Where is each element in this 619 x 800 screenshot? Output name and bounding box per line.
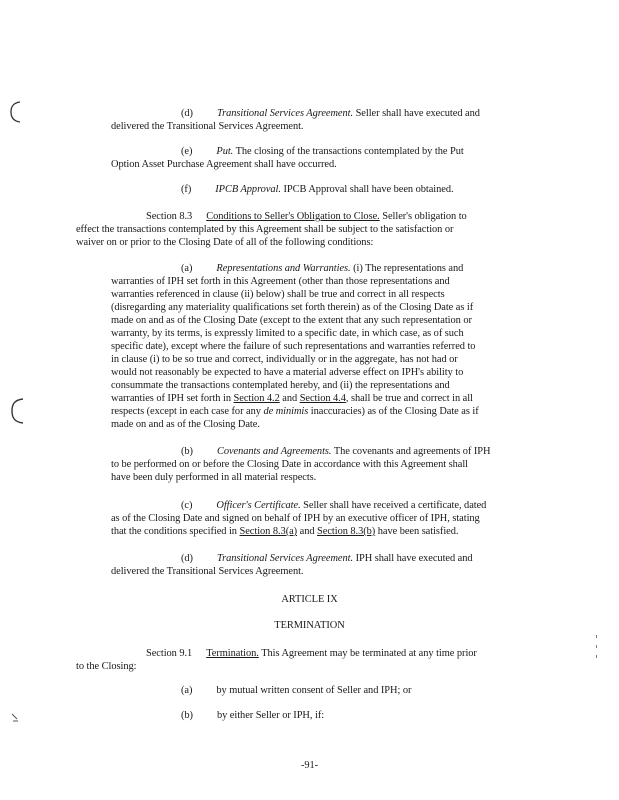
page-number: -91- [300, 760, 319, 771]
clause-title: Transitional Services Agreement. [216, 108, 354, 119]
clause-text-line: specific date), except where the failure of such representations and warranties referred to [111, 341, 476, 352]
clause-8-3-c [181, 500, 486, 512]
clause-9-1-a [181, 685, 411, 697]
clause-text-line: to be performed on or before the Closing Date in accordance with this Agreement shall [111, 459, 468, 470]
clause-text-line: delivered the Transitional Services Agreement. [111, 566, 304, 577]
clause-text: The closing of the transactions contemplated by the Put [233, 146, 464, 157]
clause-number: (d) [181, 108, 193, 119]
clause-number: (f) [181, 184, 192, 195]
scan-dot [596, 655, 597, 658]
clause-text-line [111, 406, 479, 418]
clause-text: Seller shall have executed and [353, 108, 480, 119]
clause-8-3-d [181, 553, 473, 565]
clause-text-line: would not reasonably be expected to have a material adverse effect on IPH's ability to [111, 367, 464, 378]
clause-text-line: as of the Closing Date and signed on behalf of IPH by an executive officer of IPH, stating [111, 513, 480, 524]
clause-8-2-d [181, 108, 480, 120]
section-4-4-reference[interactable]: Section 4.4 [299, 393, 346, 404]
clause-title: Put. [216, 146, 234, 157]
text-span: that the conditions specified in [111, 526, 240, 537]
clause-text-line: have been duly performed in all material respects. [111, 472, 317, 483]
binder-hole-mark-middle [8, 396, 26, 426]
section-8-3-heading [146, 211, 467, 223]
clause-number: (a) [181, 263, 193, 274]
section-title: Conditions to Seller's Obligation to Close. [206, 211, 380, 222]
clause-9-1-b [181, 710, 324, 722]
clause-text: The covenants and agreements of IPH [331, 446, 491, 457]
clause-8-2-f [181, 184, 454, 196]
text-span: warranties of IPH set forth in [111, 393, 234, 404]
clause-title: Transitional Services Agreement. [216, 553, 354, 564]
de-minimis-term: de minimis [263, 406, 309, 417]
text-span: and [279, 393, 300, 404]
text-span: inaccuracies) as of the Closing Date as if [308, 406, 479, 417]
clause-text-line: warranties of IPH set forth in this Agreement (other than those representations and [111, 276, 450, 287]
clause-text-line: warranty, by its terms, is expressly limited to a specific date, in which case, as of such [111, 328, 464, 339]
clause-text: (i) The representations and [350, 263, 464, 274]
section-4-2-reference[interactable]: Section 4.2 [233, 393, 280, 404]
clause-text-line: in clause (i) to be so true and correct, individually or in the aggregate, has not had or [111, 354, 458, 365]
clause-text-line: consummate the transactions contemplated hereby, and (ii) the representations and [111, 380, 450, 391]
clause-text-line: delivered the Transitional Services Agreement. [111, 121, 304, 132]
clause-text: Seller shall have received a certificate, dated [300, 500, 487, 511]
text-span: and [297, 526, 318, 537]
section-text: Seller's obligation to [379, 211, 467, 222]
scan-dot [596, 635, 597, 638]
clause-number: (b) [181, 710, 193, 721]
clause-text: by either Seller or IPH, if: [216, 710, 325, 721]
section-text-line: waiver on or prior to the Closing Date of all of the following conditions: [76, 237, 374, 248]
section-title: Termination. [206, 648, 259, 659]
clause-title: Covenants and Agreements. [216, 446, 332, 457]
clause-text: by mutual written consent of Seller and IPH; or [216, 685, 412, 696]
clause-number: (e) [181, 146, 193, 157]
clause-title: Representations and Warranties. [216, 263, 351, 274]
binder-hole-mark-top [8, 100, 22, 124]
clause-text-line: warranties referenced in clause (ii) below) shall be true and correct in all respects [111, 289, 445, 300]
clause-8-3-b [181, 446, 490, 458]
clause-number: (b) [181, 446, 193, 457]
clause-number: (c) [181, 500, 193, 511]
section-text: This Agreement may be terminated at any time prior [258, 648, 477, 659]
clause-text-line: made on and as of the Closing Date (except to the extent that any such representation or [111, 315, 472, 326]
section-text-line: effect the transactions contemplated by this Agreement shall be subject to the satisfaction or [76, 224, 454, 235]
article-heading: ARTICLE IX [281, 594, 338, 605]
clause-text-line [111, 526, 458, 538]
section-text-line: to the Closing: [76, 661, 137, 672]
article-title: TERMINATION [274, 620, 345, 631]
clause-title: Officer's Certificate. [216, 500, 301, 511]
clause-text-line: (disregarding any materiality qualifications set forth therein) as of the Closing Date as if [111, 302, 474, 313]
clause-text: IPCB Approval shall have been obtained. [280, 184, 454, 195]
clause-title: IPCB Approval. [215, 184, 281, 195]
text-span: have been satisfied. [375, 526, 459, 537]
clause-8-3-a [181, 263, 463, 275]
section-label: Section 8.3 [146, 211, 193, 222]
section-8-3-a-reference[interactable]: Section 8.3(a) [239, 526, 298, 537]
clause-text-line: made on and as of the Closing Date. [111, 419, 260, 430]
clause-text: IPH shall have executed and [353, 553, 473, 564]
clause-number: (a) [181, 685, 193, 696]
text-span: , shall be true and correct in all [345, 393, 473, 404]
section-9-1-heading [146, 648, 477, 660]
clause-text-line: Option Asset Purchase Agreement shall have occurred. [111, 159, 337, 170]
section-label: Section 9.1 [146, 648, 193, 659]
text-span: respects (except in each case for any [111, 406, 264, 417]
scan-dot [596, 645, 597, 648]
clause-text-line [111, 393, 473, 405]
scan-artifact-mark [10, 712, 20, 724]
clause-8-2-e [181, 146, 464, 158]
section-8-3-b-reference[interactable]: Section 8.3(b) [317, 526, 376, 537]
clause-number: (d) [181, 553, 193, 564]
